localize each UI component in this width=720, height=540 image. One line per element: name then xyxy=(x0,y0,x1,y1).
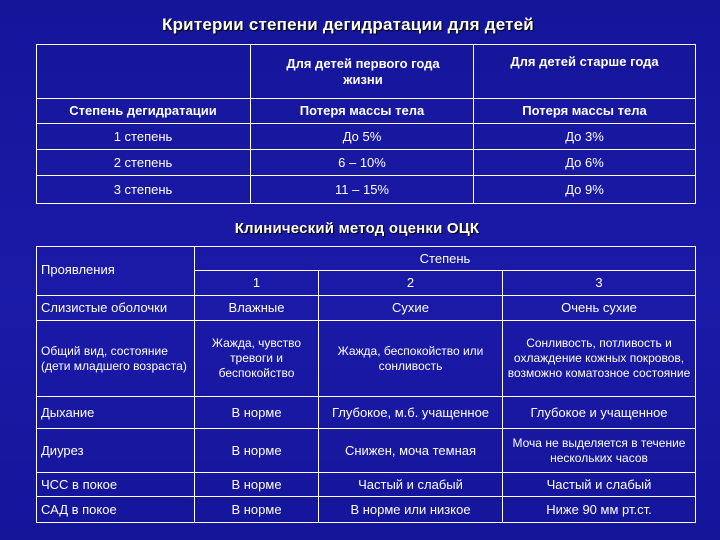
row-appearance-degree-2: Жажда, беспокойство или сонливость xyxy=(337,343,484,373)
row-heart-rate-degree-1: В норме xyxy=(231,476,282,492)
row-older-1: До 3% xyxy=(565,128,604,144)
row-infants-3: 11 – 15% xyxy=(335,181,389,197)
row-heart-rate-degree-2: Частый и слабый xyxy=(358,476,463,492)
row-infants-2: 6 – 10% xyxy=(338,154,386,170)
header-infants: Для детей первого года жизни xyxy=(286,56,440,87)
grid-line xyxy=(36,203,696,204)
row-older-3: До 9% xyxy=(565,181,604,197)
header-degree-2: 2 xyxy=(406,275,415,290)
row-heart-rate-degree-3: Частый и слабый xyxy=(546,476,652,492)
row-appearance-degree-3: Сонливость, потливость и охлаждение кожных покровов, возможно коматозное состояние xyxy=(507,336,691,380)
row-older-2: До 6% xyxy=(565,154,604,170)
row-breathing-degree-1: В норме xyxy=(231,404,282,420)
header-degree: Степень xyxy=(419,250,471,266)
row-degree-2: 2 степень xyxy=(113,154,173,170)
row-diuresis-degree-1: В норме xyxy=(231,442,282,458)
row-diuresis-degree-2: Снижен, моча темная xyxy=(344,442,477,458)
row-degree-3: 3 степень xyxy=(113,181,173,197)
grid-line xyxy=(695,44,696,203)
row-mucosa-degree-3: Очень сухие xyxy=(561,300,637,315)
grid-line xyxy=(36,44,696,45)
header-degree: Степень дегидратации xyxy=(69,103,217,118)
row-label-diuresis: Диурез xyxy=(41,442,84,458)
header-degree-3: 3 xyxy=(595,275,603,290)
row-label-heart-rate: ЧСС в покое xyxy=(41,476,118,492)
row-systolic-bp-degree-1: В норме xyxy=(231,501,282,517)
table2-title: Клинический метод оценки ОЦК xyxy=(234,220,480,237)
header-degree-1: 1 xyxy=(252,275,261,290)
row-mucosa-degree-1: Влажные xyxy=(228,300,285,315)
header-mass-loss-infants: Потеря массы тела xyxy=(299,103,425,118)
row-mucosa-degree-2: Сухие xyxy=(392,300,429,315)
grid-line xyxy=(695,246,696,522)
header-manifestations: Проявления xyxy=(41,262,115,277)
row-systolic-bp-degree-3: Ниже 90 мм рт.ст. xyxy=(546,501,652,517)
header-older: Для детей старше года xyxy=(510,54,659,69)
row-label-mucosa: Слизистые оболочки xyxy=(41,300,168,315)
row-label-breathing: Дыхание xyxy=(41,404,95,420)
row-breathing-degree-3: Глубокое и учащенное xyxy=(530,404,668,420)
row-diuresis-degree-3: Моча не выделяется в течение нескольких часов xyxy=(512,435,686,465)
grid-line xyxy=(36,522,696,523)
row-label-appearance: Общий вид, состояние (дети младшего возраста) xyxy=(41,343,187,373)
row-breathing-degree-2: Глубокое, м.б. учащенное xyxy=(331,404,490,420)
row-label-systolic-bp: САД в покое xyxy=(41,501,117,517)
header-mass-loss-older: Потеря массы тела xyxy=(522,103,647,118)
row-infants-1: До 5% xyxy=(342,128,382,144)
row-degree-1: 1 степень xyxy=(113,128,173,144)
row-systolic-bp-degree-2: В норме или низкое xyxy=(350,501,471,517)
table1-title: Критерии степени дегидратации для детей xyxy=(162,15,534,34)
row-appearance-degree-1: Жажда, чувство тревоги и беспокойство xyxy=(211,336,302,380)
